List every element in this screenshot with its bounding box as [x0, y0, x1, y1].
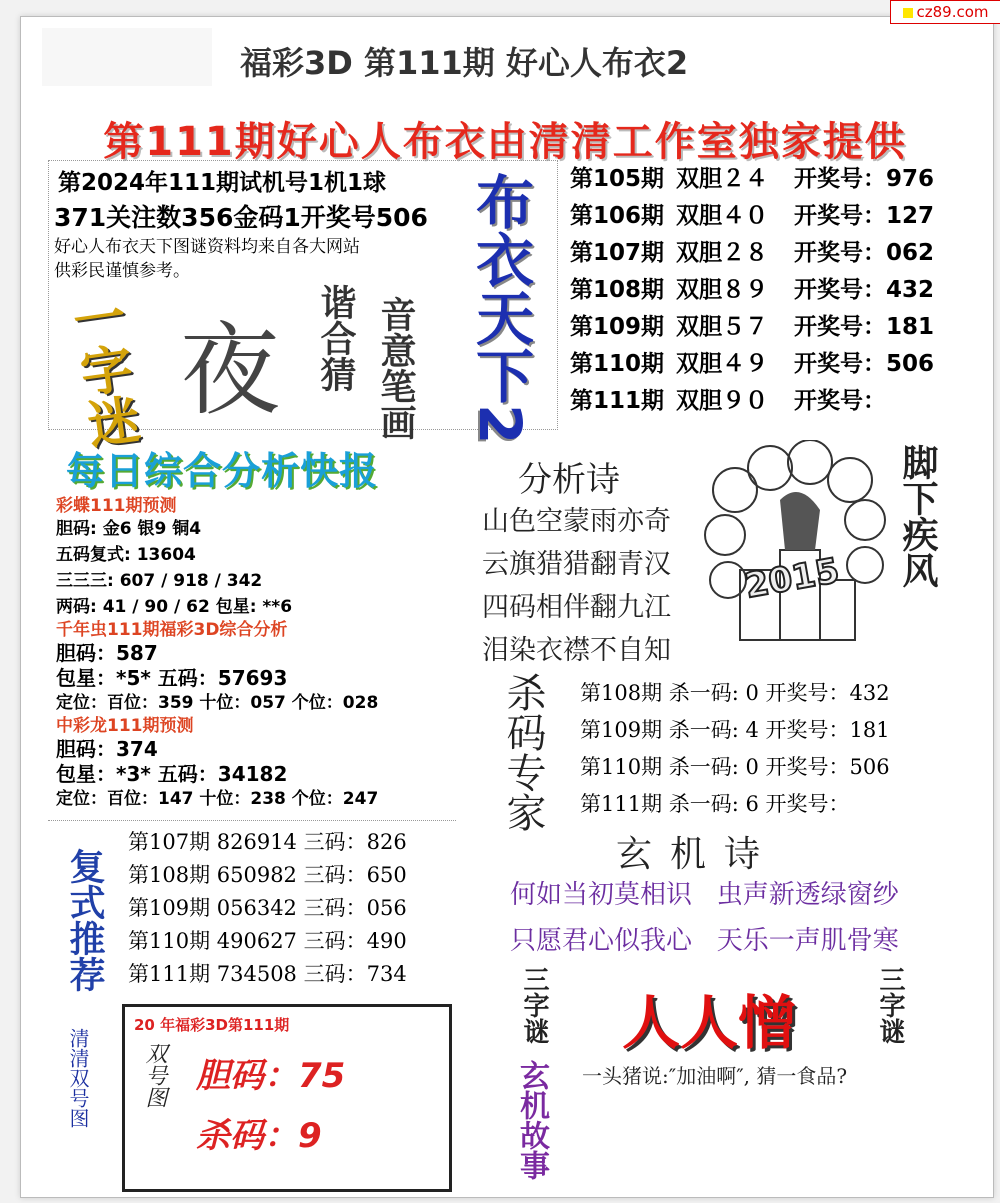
period-list: [570, 160, 934, 419]
analysis-row: 定位：百位：147 十位：238 个位：247: [56, 789, 379, 809]
analysis-row: 包星：*3* 五码：34182: [56, 762, 288, 786]
poem-line: 云旗猎猎翻青汉: [482, 549, 671, 580]
poem-line: 何如当初莫相识 虫声新透绿窗纱: [510, 880, 899, 910]
art-year: 2015: [742, 550, 843, 607]
poem-line: 山色空蒙雨亦奇: [482, 506, 671, 537]
trial-line-2: 371关注数356金码1开奖号506: [54, 203, 428, 232]
fushi-title: 复式推荐: [64, 848, 105, 992]
trial-line-1: 第2024年111期试机号1机1球: [58, 170, 387, 196]
riddle-character: 夜: [180, 312, 280, 429]
analysis-row: 胆码: 金6 银9 铜4: [56, 519, 202, 539]
list-item: 第110期 490627 三码：490: [128, 929, 407, 953]
list-item: 第106期 双胆４０ 开奖号：127: [570, 203, 935, 229]
site-badge[interactable]: [890, 0, 1000, 24]
analysis-row: 胆码：374: [56, 737, 158, 761]
riddle-hint-1: 谐合猜: [315, 284, 356, 392]
kill-title: 杀码专家: [500, 672, 546, 832]
fushi-list: [128, 826, 407, 991]
list-item: 第109期 056342 三码：056: [128, 896, 407, 920]
list-item: 第110期 杀一码: 0 开奖号：506: [580, 755, 890, 779]
card-header: 20 年福彩3D第111期: [134, 1016, 290, 1034]
xuanji-poem: [510, 872, 899, 964]
analysis-heading: 千年虫111期福彩3D综合分析: [56, 620, 288, 640]
card-kill-code: 杀码：9: [196, 1116, 322, 1156]
riddle-tag-right: 三字谜: [875, 966, 905, 1044]
list-item: 第111期 双胆９０ 开奖号：: [570, 388, 886, 414]
riddle-label-vertical: 一字迷: [60, 288, 142, 452]
analysis-row: 定位：百位：359 十位：057 个位：028: [56, 693, 379, 713]
banner-title: 第111期好心人布衣由清清工作室独家提供: [103, 119, 907, 165]
poem-line: 四码相伴翻九江: [482, 592, 671, 623]
card-subtitle: 双号图: [142, 1042, 167, 1108]
list-item: 第110期 双胆４９ 开奖号：506: [570, 351, 935, 377]
xuanji-title: 玄机诗: [616, 834, 779, 875]
analysis-row: 五码复式: 13604: [56, 545, 196, 565]
site-badge-text: cz89.com: [916, 3, 989, 21]
card-dan-code: 胆码：75: [196, 1056, 346, 1096]
cartoon-illustration: [700, 440, 890, 660]
trial-note-2: 供彩民谨慎参考。: [54, 261, 190, 281]
list-item: 第111期 杀一码: 6 开奖号：: [580, 792, 850, 816]
analysis-section: [56, 495, 496, 811]
poem-line: 只愿君心似我心 天乐一声肌骨寒: [510, 926, 899, 956]
analysis-heading: 中彩龙111期预测: [56, 716, 194, 736]
art-side-text: 脚下疾风: [897, 444, 938, 588]
kill-list: [580, 675, 890, 823]
badge-dot-icon: [903, 8, 913, 18]
riddle-big-text: 人人憎: [622, 989, 797, 1057]
page-title: 福彩3D 第111期 好心人布衣2: [240, 44, 689, 82]
poem-line: 泪染衣襟不自知: [482, 635, 671, 666]
analysis-row: 胆码：587: [56, 641, 158, 665]
poem-lines: [482, 500, 671, 672]
list-item: 第109期 杀一码: 4 开奖号：181: [580, 718, 890, 742]
analysis-row: 两码: 41 / 90 / 62 包星: **6: [56, 597, 293, 617]
daily-report-title: 每日综合分析快报: [66, 449, 379, 493]
analysis-row: 包星：*5* 五码：57693: [56, 666, 288, 690]
qingqing-label: 清清双号图: [66, 1028, 90, 1128]
list-item: 第108期 杀一码: 0 开奖号：432: [580, 681, 890, 705]
story-tag: 玄机故事: [514, 1060, 549, 1180]
list-item: 第105期 双胆２４ 开奖号：976: [570, 166, 935, 192]
logo-placeholder: [42, 28, 212, 86]
riddle-hint-2: 音意笔画: [375, 296, 416, 440]
analysis-heading: 彩蝶111期预测: [56, 496, 177, 516]
riddle-question: 一头猪说:″加油啊″, 猜一食品?: [582, 1064, 848, 1088]
list-item: 第108期 650982 三码：650: [128, 863, 407, 887]
analysis-row: 三三三: 607 / 918 / 342: [56, 571, 263, 591]
divider: [48, 820, 456, 821]
riddle-tag-left: 三字谜: [519, 966, 549, 1044]
trial-note-1: 好心人布衣天下图谜资料均来自各大网站: [54, 237, 360, 257]
poem-title: 分析诗: [518, 460, 620, 500]
list-item: 第107期 826914 三码：826: [128, 830, 407, 854]
list-item: 第108期 双胆８９ 开奖号：432: [570, 277, 935, 303]
list-item: 第107期 双胆２８ 开奖号：062: [570, 240, 935, 266]
list-item: 第111期 734508 三码：734: [128, 962, 407, 986]
brand-vertical: 布衣天下2: [466, 172, 534, 445]
list-item: 第109期 双胆５７ 开奖号：181: [570, 314, 935, 340]
